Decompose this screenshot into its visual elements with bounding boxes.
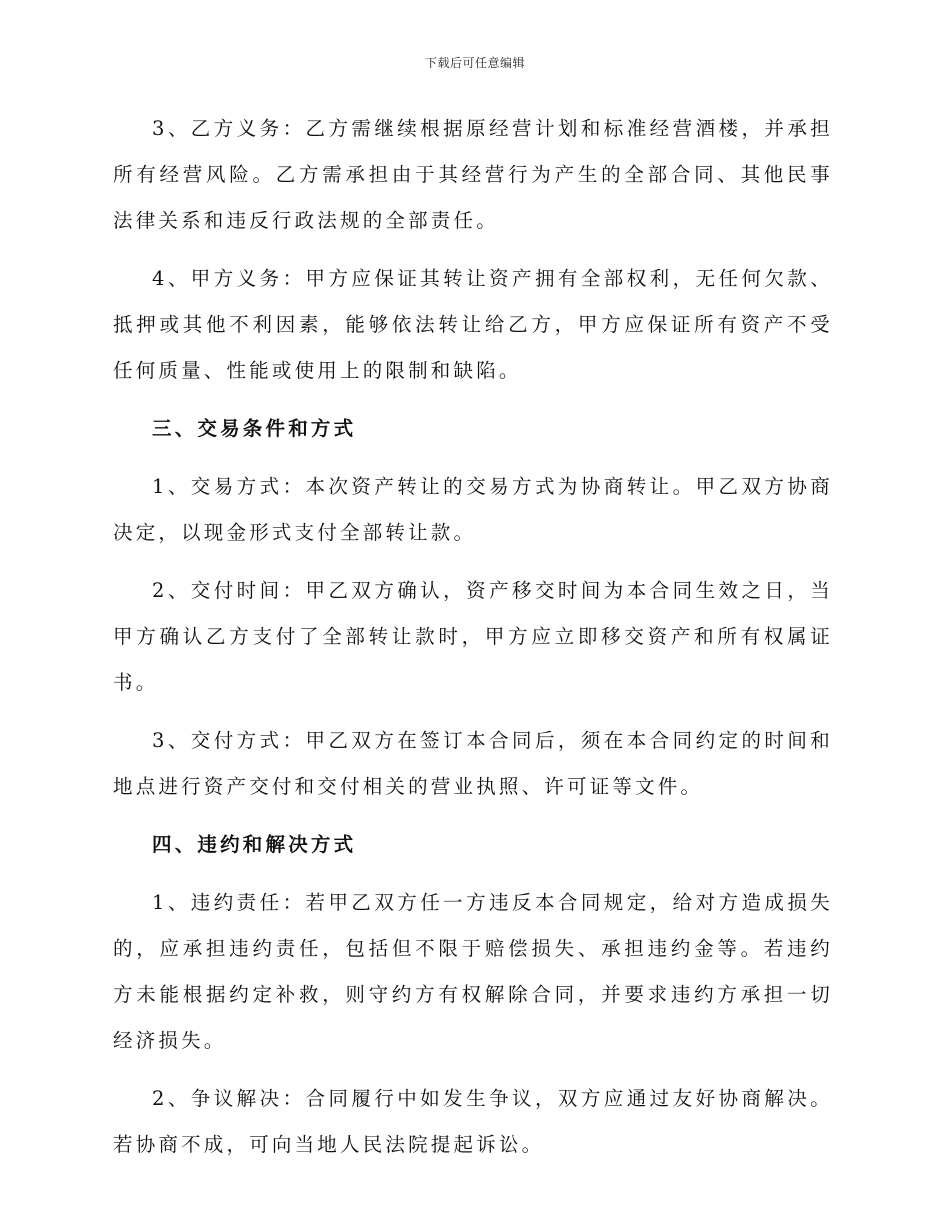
clause-transaction-method: 1、交易方式：本次资产转让的交易方式为协商转让。甲乙双方协商决定，以现金形式支付全部转让款。 [113, 475, 833, 544]
clause-dispute-resolution: 2、争议解决：合同履行中如发生争议，双方应通过友好协商解决。若协商不成，可向当地人民法院提起诉讼。 [113, 1087, 833, 1156]
clause-breach-liability: 1、违约责任：若甲乙双方任一方违反本合同规定，给对方造成损失的，应承担违约责任，包括但不限于赔偿损失、承担违约金等。若违约方未能根据约定补救，则守约方有权解除合同，并要求违约方承担一切经济损失。 [113, 891, 833, 1052]
clause-delivery-time: 2、交付时间：甲乙双方确认，资产移交时间为本合同生效之日，当甲方确认乙方支付了全部转让款时，甲方应立即移交资产和所有权属证书。 [113, 579, 833, 694]
section-heading-breach-resolution: 四、违约和解决方式 [152, 833, 357, 856]
section-heading-transaction-terms: 三、交易条件和方式 [152, 417, 357, 440]
clause-party-a-obligations: 4、甲方义务：甲方应保证其转让资产拥有全部权利，无任何欠款、抵押或其他不利因素，能够依法转让给乙方，甲方应保证所有资产不受任何质量、性能或使用上的限制和缺陷。 [113, 267, 833, 382]
clause-delivery-method: 3、交付方式：甲乙双方在签订本合同后，须在本合同约定的时间和地点进行资产交付和交付相关的营业执照、许可证等文件。 [113, 729, 833, 798]
document-body [113, 106, 833, 1180]
page-header: 下载后可任意编辑 [424, 56, 525, 70]
clause-party-b-obligations: 3、乙方义务：乙方需继续根据原经营计划和标准经营酒楼，并承担所有经营风险。乙方需承担由于其经营行为产生的全部合同、其他民事法律关系和违反行政法规的全部责任。 [113, 117, 833, 232]
